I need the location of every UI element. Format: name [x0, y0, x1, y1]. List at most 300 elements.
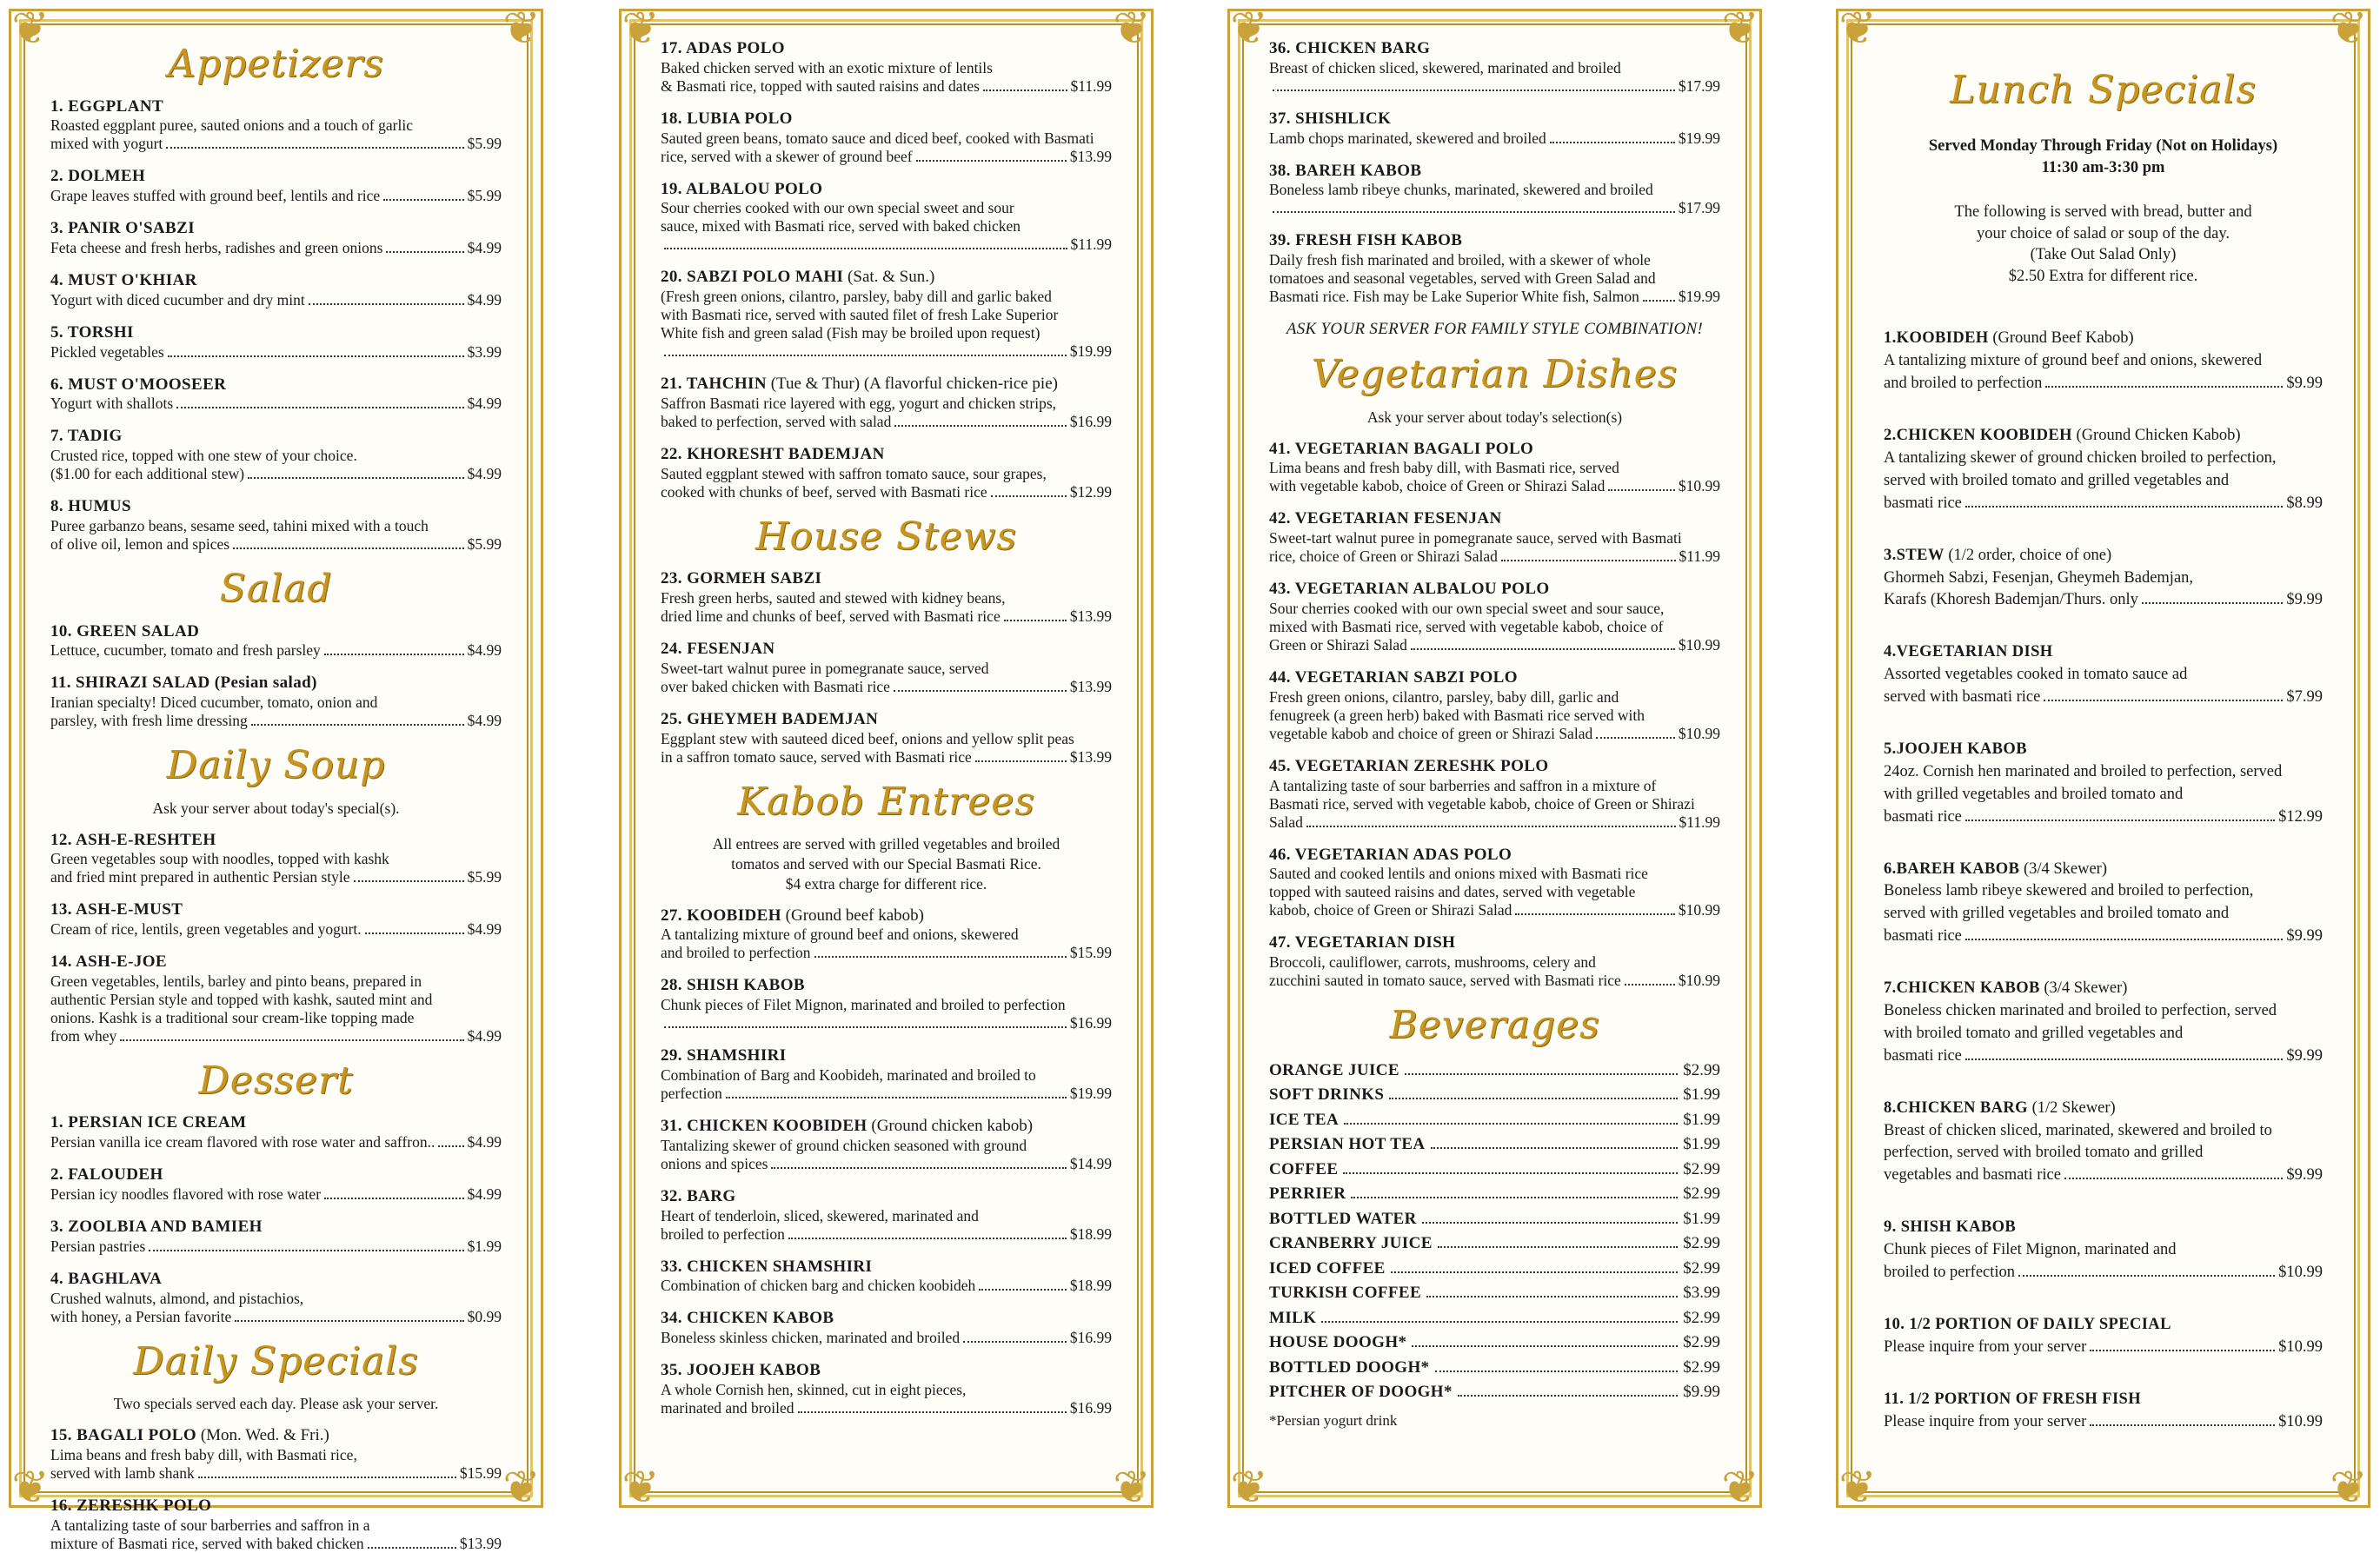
item-title: 38. BAREH KABOB	[1269, 161, 1422, 180]
item-description: (Fresh green onions, cilantro, parsley, baby dill and garlic baked	[661, 288, 1052, 306]
item-name	[661, 640, 1112, 660]
item-description: Pickled vegetables	[50, 342, 164, 361]
dot-leader	[386, 251, 463, 253]
item-title: 9. SHISH KABOB	[1884, 1218, 2017, 1237]
beverage-name: ORANGE JUICE	[1269, 1060, 1399, 1079]
item-title: 35. JOOJEH KABOB	[661, 1361, 821, 1380]
item-title: 2. DOLMEH	[50, 167, 146, 186]
ornament-icon: ❦	[1721, 3, 1759, 55]
menu-item	[661, 906, 1112, 963]
dot-leader	[975, 760, 1067, 762]
menu-item	[1884, 1389, 2323, 1434]
ornament-icon: ❦	[2330, 3, 2368, 55]
item-description: Cream of rice, lentils, green vegetables and yogurt.	[50, 920, 362, 939]
item-description: Daily fresh fish marinated and broiled, with a skewer of whole	[1269, 251, 1651, 269]
dot-leader	[798, 1411, 1067, 1413]
menu-item	[661, 180, 1112, 255]
item-subtitle: (Tue & Thur) (A flavorful chicken-rice pie)	[766, 375, 1058, 394]
menu-item	[50, 219, 502, 257]
section-heading: Appetizers	[168, 42, 384, 86]
item-price: $10.99	[2278, 1264, 2323, 1282]
item-name	[1269, 162, 1720, 182]
item-description: served with broiled tomato and grilled vegetables and	[1884, 471, 2230, 489]
price-line	[661, 1399, 1112, 1417]
section-note: Two specials served each day. Please ask your server.	[113, 1395, 439, 1413]
beverages-list	[1269, 1059, 1720, 1405]
item-description: Crusted rice, topped with one stew of your choice.	[50, 447, 357, 465]
item-price: $10.99	[2278, 1412, 2323, 1430]
price-line	[1884, 1165, 2323, 1187]
item-description: authentic Persian style and topped with kashk, sauted mint and	[50, 990, 433, 1008]
menu-item	[1269, 110, 1720, 148]
item-price: $10.99	[1678, 477, 1720, 495]
item-title: 29. SHAMSHIRI	[661, 1046, 787, 1065]
item-description: rice, served with a skewer of ground beef	[661, 147, 913, 165]
item-name	[50, 831, 502, 851]
item-price: $12.99	[1069, 482, 1112, 501]
item-description: marinated and broiled	[661, 1398, 794, 1417]
item-name	[661, 180, 1112, 200]
beverage-price: $2.99	[1683, 1159, 1720, 1178]
item-price: $11.99	[1679, 548, 1720, 566]
item-price: $13.99	[1069, 747, 1112, 766]
item-price: $16.99	[1069, 412, 1112, 430]
menu-item	[661, 375, 1112, 431]
item-subtitle: (Ground beef kabob)	[781, 906, 924, 925]
ornament-icon: ❦	[502, 3, 541, 55]
dot-leader	[324, 654, 464, 655]
ornament-icon: ❦	[1230, 3, 1268, 55]
menu-item	[661, 1046, 1112, 1103]
price-line	[50, 712, 502, 730]
menu-panel-1	[9, 3, 543, 1552]
menu-item	[1269, 440, 1720, 496]
item-price: $5.99	[467, 135, 502, 153]
item-description: Saffron Basmati rice layered with egg, yogurt and chicken strips,	[661, 394, 1057, 412]
ornament-icon: ❦	[622, 1462, 660, 1514]
menu-panel-2	[619, 3, 1153, 1514]
item-description: ($1.00 for each additional stew)	[50, 465, 245, 483]
item-name	[661, 1046, 1112, 1066]
item-name	[661, 1117, 1112, 1137]
beverage-row	[1269, 1108, 1720, 1133]
item-description: Sour cherries cooked with our own special sweet and sour	[661, 199, 1014, 217]
item-description: rice, choice of Green or Shirazi Salad	[1269, 548, 1498, 566]
item-name	[1884, 739, 2323, 761]
section-heading: Dessert	[198, 1058, 354, 1103]
item-description: and broiled to perfection	[1884, 375, 2043, 393]
item-title: 27. KOOBIDEH	[661, 906, 781, 925]
item-description: Basmati rice, served with vegetable kabob, choice of Green or Shirazi	[1269, 794, 1695, 813]
text-line: 11:30 am-3:30 pm	[2041, 158, 2165, 176]
item-name	[50, 271, 502, 291]
item-subtitle: (1/2 order, choice of one)	[1944, 546, 2112, 564]
item-description: A tantalizing taste of sour barberries and saffron in a	[50, 1516, 370, 1534]
panel-content	[1269, 39, 1720, 1479]
beverage-name: PERRIER	[1269, 1185, 1346, 1204]
item-description: mixed with Basmati rice, served with vegetable kabob, choice of	[1269, 617, 1664, 635]
beverage-row	[1269, 1281, 1720, 1306]
dot-leader	[235, 1320, 463, 1322]
item-price: $8.99	[2286, 494, 2323, 512]
price-line	[50, 641, 502, 660]
menu-item	[1884, 328, 2323, 395]
menu-item	[1269, 580, 1720, 654]
item-description: Breast of chicken sliced, skewered, marinated and broiled	[1269, 58, 1621, 76]
item-name	[50, 1165, 502, 1185]
price-line	[661, 748, 1112, 767]
section-note	[661, 834, 1112, 893]
price-line	[1884, 1337, 2323, 1359]
menu-item	[50, 271, 502, 309]
item-title: 1.KOOBIDEH	[1884, 329, 1989, 348]
item-price: $5.99	[467, 868, 502, 886]
item-description: Breast of chicken sliced, marinated, skewered and broiled to	[1884, 1121, 2272, 1139]
item-description: Feta cheese and fresh herbs, radishes and green onions	[50, 238, 383, 256]
item-title: 10. 1/2 PORTION OF DAILY SPECIAL	[1884, 1315, 2171, 1333]
dot-leader	[2064, 1178, 2283, 1179]
menu-item	[1884, 1217, 2323, 1284]
beverage-price: $1.99	[1683, 1135, 1720, 1154]
item-description: Basmati rice. Fish may be Lake Superior White fish, Salmon	[1269, 288, 1639, 306]
salad-list	[50, 622, 502, 731]
price-line	[1884, 806, 2323, 829]
item-price: $13.99	[1069, 677, 1112, 695]
item-title: 42. VEGETARIAN FESENJAN	[1269, 509, 1502, 528]
ornament-icon: ❦	[2330, 1462, 2368, 1514]
price-line	[1884, 687, 2323, 709]
specials-list	[50, 1426, 502, 1553]
item-description: Iranian specialty! Diced cucumber, tomato, onion and	[50, 694, 378, 712]
price-line	[50, 239, 502, 257]
item-description: Broccoli, cauliflower, carrots, mushrooms, celery and	[1269, 953, 1596, 972]
dot-leader	[1344, 1123, 1678, 1125]
price-line	[661, 1277, 1112, 1295]
text-line: tomatos and served with our Special Basmati Rice.	[731, 855, 1041, 873]
dot-leader	[248, 477, 464, 479]
menu-item	[50, 1270, 502, 1326]
item-title: 3. PANIR O'SABZI	[50, 219, 195, 238]
beverage-price: $2.99	[1683, 1308, 1720, 1327]
price-line	[50, 1238, 502, 1256]
menu-item	[661, 640, 1112, 696]
item-description: mixed with yogurt	[50, 135, 163, 153]
item-title: 8.CHICKEN BARG	[1884, 1098, 2028, 1117]
item-title: 39. FRESH FISH KABOB	[1269, 231, 1463, 250]
item-name	[50, 323, 502, 343]
lunch-hours	[1884, 136, 2323, 179]
item-description: basmati rice	[1884, 927, 1962, 946]
item-subtitle: (Ground Beef Kabob)	[1988, 329, 2134, 348]
dot-leader	[309, 303, 464, 305]
item-price: $4.99	[467, 1185, 502, 1204]
menu-item	[661, 110, 1112, 166]
item-title: 1. PERSIAN ICE CREAM	[50, 1113, 247, 1132]
item-title: 44. VEGETARIAN SABZI POLO	[1269, 667, 1518, 687]
dot-leader	[2045, 386, 2283, 388]
soup-list	[50, 831, 502, 1045]
dot-leader	[1351, 1197, 1678, 1198]
dot-leader	[120, 1039, 463, 1041]
item-title: 25. GHEYMEH BADEMJAN	[661, 709, 879, 728]
family-style-callout: ASK YOUR SERVER FOR FAMILY STYLE COMBINATION!	[1286, 320, 1704, 339]
dot-leader	[788, 1238, 1067, 1239]
item-subtitle: (Mon. Wed. & Fri.)	[196, 1426, 329, 1445]
item-description: basmati rice	[1884, 494, 1962, 512]
item-title: 5.JOOJEH KABOB	[1884, 740, 2027, 758]
price-line	[1884, 373, 2323, 395]
item-title: 28. SHISH KABOB	[661, 976, 805, 995]
item-description: dried lime and chunks of beef, served with Basmati rice	[661, 607, 1001, 626]
beverage-price: $2.99	[1683, 1185, 1720, 1204]
dot-leader	[1343, 1172, 1678, 1174]
beverage-row	[1269, 1257, 1720, 1282]
dot-leader	[1435, 1370, 1679, 1372]
beverage-row	[1269, 1356, 1720, 1381]
dot-leader	[2090, 1424, 2275, 1426]
item-description: basmati rice	[1884, 807, 1962, 826]
beverage-row	[1269, 1182, 1720, 1207]
item-description: served with grilled vegetables and broiled tomato and	[1884, 905, 2230, 923]
item-name	[1269, 757, 1720, 777]
item-description: served with basmati rice	[1884, 688, 2041, 707]
text-line: Served Monday Through Friday (Not on Holidays)	[1928, 136, 2278, 155]
item-title: 11. SHIRAZI SALAD (Pesian salad)	[50, 674, 317, 693]
item-price: $9.99	[2286, 375, 2323, 393]
item-description: Persian icy noodles flavored with rose water	[50, 1185, 322, 1204]
item-title: 2. FALOUDEH	[50, 1165, 163, 1185]
item-description: Lettuce, cucumber, tomato and fresh parsley	[50, 641, 321, 660]
lunch-intro	[1884, 202, 2323, 289]
price-line	[661, 413, 1112, 431]
item-title: 15. BAGALI POLO	[50, 1426, 197, 1445]
item-description: Lima beans and fresh baby dill, with Basmati rice,	[50, 1445, 357, 1463]
item-description: broiled to perfection	[661, 1224, 785, 1243]
section-heading: Salad	[219, 566, 333, 611]
price-line	[661, 483, 1112, 501]
dot-leader	[1422, 1222, 1679, 1224]
item-name	[1269, 39, 1720, 59]
item-title: 4. BAGHLAVA	[50, 1269, 163, 1288]
item-subtitle: (1/2 Skewer)	[2027, 1098, 2116, 1117]
item-description: Fresh green onions, cilantro, parsley, baby dill, garlic and	[1269, 687, 1619, 706]
item-description: in a saffron tomato sauce, served with Basmati rice	[661, 747, 972, 766]
item-title: 18. LUBIA POLO	[661, 109, 793, 128]
item-price: $4.99	[467, 641, 502, 660]
item-description: Assorted vegetables cooked in tomato sauce ad	[1884, 666, 2188, 684]
section-heading: Lunch Specials	[1950, 68, 2257, 112]
dot-leader	[1965, 506, 2283, 508]
item-name	[50, 1497, 502, 1516]
menu-item	[1884, 978, 2323, 1068]
item-description: onions. Kashk is a traditional sour cream-like topping made	[50, 1008, 415, 1026]
item-price: $1.99	[467, 1237, 502, 1255]
item-name	[1884, 859, 2323, 881]
item-name	[50, 375, 502, 395]
item-description: topped with sauteed raisins and dates, served with vegetable	[1269, 883, 1636, 901]
item-name	[1884, 328, 2323, 350]
price-line	[661, 1085, 1112, 1103]
ornament-icon: ❦	[11, 3, 50, 55]
dot-leader	[1391, 1271, 1679, 1273]
vegetarian-list	[1269, 440, 1720, 991]
dot-leader	[2142, 602, 2284, 604]
item-name	[50, 427, 502, 447]
item-description: Yogurt with diced cucumber and dry mint	[50, 290, 305, 309]
price-line	[1884, 1045, 2323, 1068]
item-price: $17.99	[1678, 76, 1720, 95]
item-description: Eggplant stew with sauteed diced beef, onions and yellow split peas	[661, 729, 1074, 747]
beverage-name: ICE TEA	[1269, 1110, 1340, 1129]
item-title: 14. ASH-E-JOE	[50, 952, 167, 972]
item-title: 43. VEGETARIAN ALBALOU POLO	[1269, 580, 1550, 599]
beverage-row	[1269, 1380, 1720, 1405]
menu-item	[661, 1187, 1112, 1244]
text-line: (Take Out Salad Only)	[2030, 246, 2177, 264]
beverage-price: $2.99	[1683, 1357, 1720, 1377]
item-title: 46. VEGETARIAN ADAS POLO	[1269, 845, 1512, 864]
dot-leader	[1965, 1059, 2283, 1060]
dot-leader	[1515, 913, 1674, 915]
item-description: with vegetable kabob, choice of Green or Shirazi Salad	[1269, 477, 1606, 495]
item-description: Sauted green beans, tomato sauce and diced beef, cooked with Basmati	[661, 129, 1094, 147]
item-description: Green vegetables soup with noodles, topped with kashk	[50, 850, 389, 868]
item-name	[50, 1270, 502, 1290]
section-heading: Daily Soup	[166, 743, 386, 788]
beverage-name: HOUSE DOOGH*	[1269, 1333, 1407, 1352]
menu-item	[1884, 1098, 2323, 1188]
price-line	[1884, 926, 2323, 948]
menu-item	[661, 1117, 1112, 1173]
item-description: Baked chicken served with an exotic mixture of lentils	[661, 58, 993, 76]
item-price: $4.99	[467, 290, 502, 309]
item-description: tomatoes and seasonal vegetables, served with Green Salad and	[1269, 269, 1656, 288]
ornament-icon: ❦	[11, 1462, 50, 1514]
text-line: your choice of salad or soup of the day.	[1976, 224, 2230, 242]
item-description: Grape leaves stuffed with ground beef, lentils and rice	[50, 187, 381, 205]
price-line	[50, 1133, 502, 1151]
ornament-icon: ❦	[502, 1462, 541, 1514]
dessert-list	[50, 1113, 502, 1325]
item-name	[50, 497, 502, 517]
menu-item	[50, 1497, 502, 1553]
item-price: $10.99	[1678, 972, 1720, 990]
price-line	[50, 1308, 502, 1326]
menu-item	[1269, 39, 1720, 96]
section-heading: House Stews	[755, 514, 1017, 559]
item-price: $16.99	[1069, 1014, 1112, 1032]
price-line	[661, 1329, 1112, 1347]
beverage-price: $2.99	[1683, 1333, 1720, 1352]
price-line	[50, 868, 502, 886]
ornament-icon: ❦	[1838, 1462, 1877, 1514]
item-title: 13. ASH-E-MUST	[50, 900, 183, 919]
item-name	[661, 110, 1112, 129]
price-line	[661, 342, 1112, 361]
item-description: served with lamb shank	[50, 1463, 195, 1482]
item-description: sauce, mixed with Basmati rice, served with baked chicken	[661, 217, 1021, 236]
item-name	[1884, 978, 2323, 1000]
dot-leader	[438, 1145, 463, 1147]
dot-leader	[979, 1289, 1067, 1291]
menu-panel-3	[1227, 3, 1762, 1514]
item-name	[661, 1309, 1112, 1329]
lunch-list	[1884, 328, 2323, 1433]
dot-leader	[1550, 142, 1675, 143]
menu-item	[50, 427, 502, 483]
item-description: Sour cherries cooked with our own special sweet and sour sauce,	[1269, 599, 1665, 617]
item-price: $9.99	[2286, 927, 2323, 946]
dot-leader	[894, 425, 1067, 427]
item-description: Combination of Barg and Koobideh, marinated and broiled to	[661, 1066, 1036, 1084]
item-price: $18.99	[1069, 1224, 1112, 1243]
dot-leader	[1596, 737, 1675, 739]
polo-list	[661, 39, 1112, 501]
item-description: parsley, with fresh lime dressing	[50, 712, 248, 730]
price-line	[1269, 477, 1720, 495]
menu-item	[1269, 509, 1720, 566]
menu-item	[50, 97, 502, 154]
beverage-price: $2.99	[1683, 1258, 1720, 1278]
dot-leader	[1411, 648, 1675, 650]
item-title: 12. ASH-E-RESHTEH	[50, 830, 216, 849]
item-name	[1269, 509, 1720, 529]
ornament-icon: ❦	[1721, 1462, 1759, 1514]
ornament-icon: ❦	[1230, 1462, 1268, 1514]
dot-leader	[1004, 620, 1067, 621]
item-description: White fish and green salad (Fish may be broiled upon request)	[661, 324, 1040, 342]
section-note: Ask your server about today's selection(s)	[1366, 408, 1623, 426]
menu-item	[661, 976, 1112, 1032]
price-line	[50, 535, 502, 554]
item-title: 32. BARG	[661, 1186, 736, 1205]
dot-leader	[354, 880, 464, 882]
dot-leader	[1273, 90, 1675, 91]
stews-list	[661, 569, 1112, 766]
menu-item	[661, 710, 1112, 767]
item-description: Tantalizing skewer of ground chicken seasoned with ground	[661, 1136, 1027, 1154]
item-name	[1884, 1314, 2323, 1337]
item-description: Fresh green herbs, sauted and stewed with kidney beans,	[661, 589, 1006, 607]
beverage-name: CRANBERRY JUICE	[1269, 1234, 1433, 1253]
item-description: Sweet-tart walnut puree in pomegranate sauce, served with Basmati	[1269, 529, 1682, 548]
item-description: with grilled vegetables and broiled tomato and	[1884, 785, 2184, 803]
menu-item	[661, 569, 1112, 626]
item-description: vegetables and basmati rice	[1884, 1166, 2061, 1185]
beverage-price: $2.99	[1683, 1234, 1720, 1253]
beverage-name: SOFT DRINKS	[1269, 1085, 1385, 1105]
item-description: cooked with chunks of beef, served with Basmati rice	[661, 482, 987, 501]
item-description: Please inquire from your server	[1884, 1412, 2087, 1430]
item-title: 4. MUST O'KHIAR	[50, 270, 197, 289]
dot-leader	[324, 1198, 464, 1199]
item-title: 19. ALBALOU POLO	[661, 179, 823, 198]
dot-leader	[664, 248, 1067, 249]
item-subtitle: (Ground chicken kabob)	[867, 1117, 1034, 1135]
ornament-icon: ❦	[1838, 3, 1877, 55]
item-price: $7.99	[2286, 688, 2323, 707]
text-line: $2.50 Extra for different rice.	[2008, 268, 2198, 286]
section-heading: Kabob Entrees	[737, 779, 1035, 824]
item-description: with broiled tomato and grilled vegetables and	[1884, 1024, 2184, 1042]
item-price: $4.99	[467, 465, 502, 483]
price-line	[1269, 972, 1720, 990]
dot-leader	[1965, 820, 2275, 821]
menu-item	[1269, 757, 1720, 832]
item-name	[50, 219, 502, 239]
item-description: A tantalizing taste of sour barberries and saffron in a mixture of	[1269, 776, 1657, 794]
price-line	[1884, 589, 2323, 612]
